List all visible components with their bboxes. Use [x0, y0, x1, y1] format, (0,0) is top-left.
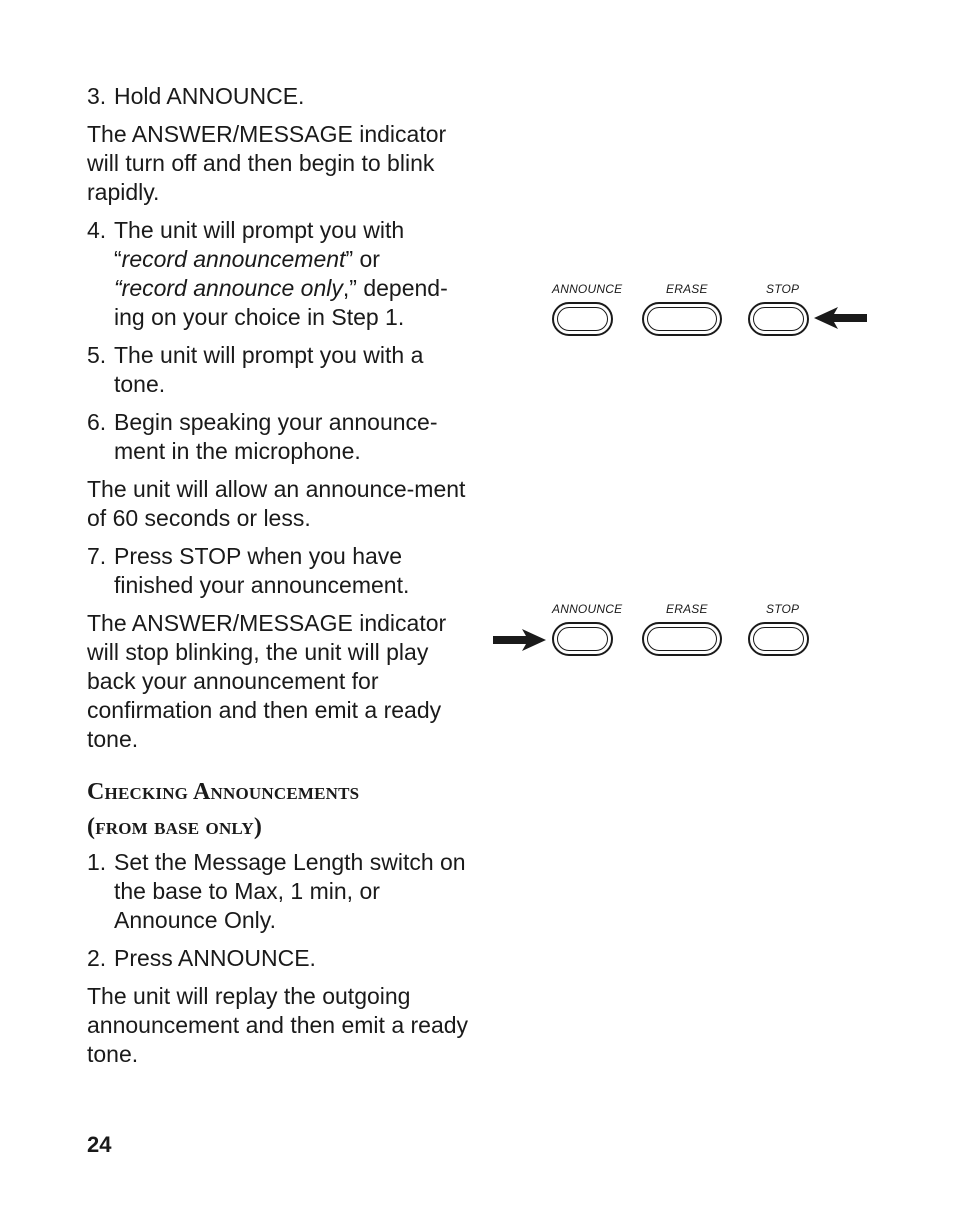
step-number: 2. — [87, 945, 107, 971]
step-text: Press STOP when you have finished your announcement. — [114, 543, 410, 598]
step-text: Hold ANNOUNCE. — [114, 83, 305, 109]
step-text-line: The unit will prompt you with — [114, 217, 405, 243]
erase-label: ERASE — [666, 282, 708, 296]
paragraph-playback: The ANSWER/MESSAGE indicator will stop blinking, the unit will play back your announcement for confirmation and then emit a ready tone. — [87, 610, 447, 752]
step-text: The unit will prompt you with a tone. — [114, 342, 424, 397]
section-subheading: (from base only) — [87, 814, 263, 840]
prompt-record-announcement: record announcement — [121, 246, 346, 272]
step-text: Set the Message Length switch on the base to Max, 1 min, or Announce Only. — [114, 849, 466, 933]
step-number: 4. — [87, 217, 107, 243]
stop-label: STOP — [766, 602, 800, 616]
button-panel-stop — [0, 280, 954, 360]
stop-button[interactable] — [748, 302, 809, 336]
stop-label: STOP — [766, 282, 800, 296]
paragraph-time-limit: The unit will allow an announce-ment of 60 seconds or less. — [87, 476, 466, 531]
announce-label: ANNOUNCE — [552, 282, 623, 296]
step-number: 1. — [87, 849, 107, 875]
step-number: 5. — [87, 342, 107, 368]
announce-label: ANNOUNCE — [552, 602, 623, 616]
paragraph-indicator-blink: The ANSWER/MESSAGE indicator will turn off and then begin to blink rapidly. — [87, 121, 447, 205]
announce-button[interactable] — [552, 622, 613, 656]
section-heading: Checking Announcements — [87, 779, 360, 805]
stop-button[interactable] — [748, 622, 809, 656]
check-step-2 — [87, 944, 472, 973]
step-number: 6. — [87, 409, 107, 435]
button-panel-announce — [0, 600, 954, 680]
step-3 — [87, 82, 472, 111]
quote-mark: ,” depend- — [342, 275, 448, 301]
step-number: 7. — [87, 543, 107, 569]
quote-mark: ” or — [345, 246, 380, 272]
step-6 — [87, 408, 472, 466]
instruction-column — [87, 82, 472, 1078]
step-text: Begin speaking your announce-ment in the microphone. — [114, 409, 438, 464]
arrow-left-icon — [812, 304, 870, 332]
check-step-1 — [87, 848, 472, 935]
quote-mark: “ — [114, 246, 122, 272]
paragraph-replay: The unit will replay the outgoing announcement and then emit a ready tone. — [87, 983, 469, 1067]
prompt-record-announce-only: “record announce only — [114, 275, 343, 301]
step-text: Press ANNOUNCE. — [114, 945, 316, 971]
step-number: 3. — [87, 83, 107, 109]
arrow-right-icon — [490, 626, 548, 654]
erase-button[interactable] — [642, 302, 722, 336]
erase-label: ERASE — [666, 602, 708, 616]
step-text-line: ing on your choice in Step 1. — [114, 304, 405, 330]
announce-button[interactable] — [552, 302, 613, 336]
step-7 — [87, 542, 472, 600]
page-number: 24 — [87, 1132, 112, 1157]
erase-button[interactable] — [642, 622, 722, 656]
